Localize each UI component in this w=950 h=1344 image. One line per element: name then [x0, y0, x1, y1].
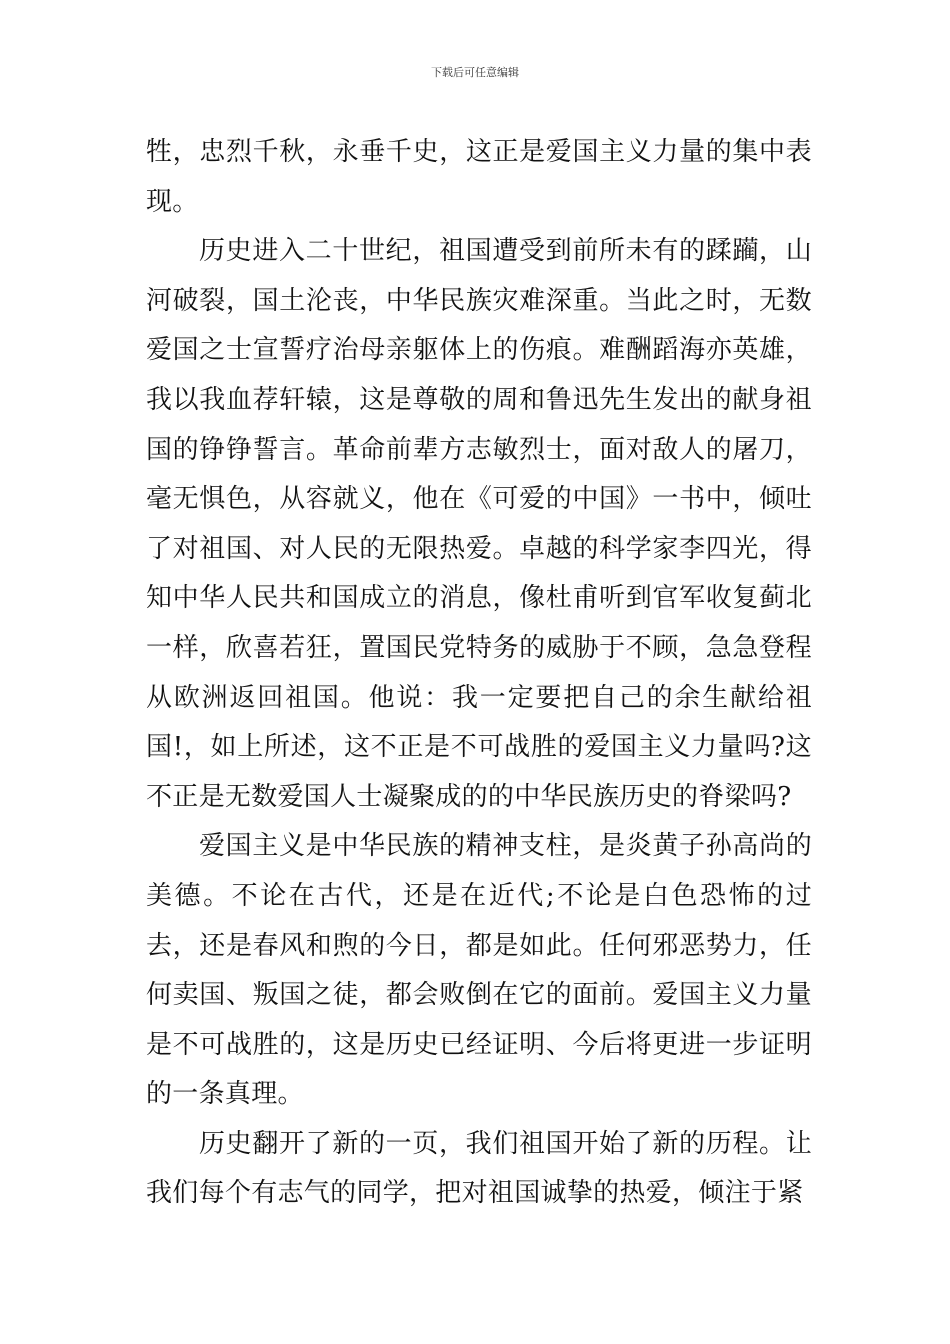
page-header-note: 下载后可任意编辑	[431, 66, 519, 79]
paragraph-3: 爱国主义是中华民族的精神支柱，是炎黄子孙高尚的美德。不论在古代，还是在近代;不论是白色恐怖的过去，还是春风和煦的今日，都是如此。任何邪恶势力，任何卖国、叛国之徒，都会败倒在它的面前。爱国主义力量是不可战胜的，这是历史已经证明、今后将更进一步证明的一条真理。	[146, 831, 812, 1110]
paragraph-2: 历史进入二十世纪，祖国遭受到前所未有的蹂躏，山河破裂，国土沦丧，中华民族灾难深重。当此之时，无数爱国之士宣誓疗治母亲躯体上的伤痕。难酬蹈海亦英雄，我以我血荐轩辕，这是尊敬的周和鲁迅先生发出的献身祖国的铮铮誓言。革命前辈方志敏烈士，面对敌人的屠刀，毫无惧色，从容就义，他在《可爱的中国》一书中，倾吐了对祖国、对人民的无限热爱。卓越的科学家李四光，得知中华人民共和国成立的消息，像杜甫听到官军收复蓟北一样，欣喜若狂，置国民党特务的威胁于不顾，急急登程从欧洲返回祖国。他说：我一定要把自己的余生献给祖国!，如上所述，这不正是不可战胜的爱国主义力量吗?这不正是无数爱国人士凝聚成的的中华民族历史的脊梁吗?	[146, 236, 812, 812]
paragraph-4: 历史翻开了新的一页，我们祖国开始了新的历程。让我们每个有志气的同学，把对祖国诚挚的热爱，倾注于紧	[146, 1128, 812, 1209]
document-body	[146, 128, 812, 1219]
paragraph-1: 牲，忠烈千秋，永垂千史，这正是爱国主义力量的集中表现。	[146, 137, 812, 217]
